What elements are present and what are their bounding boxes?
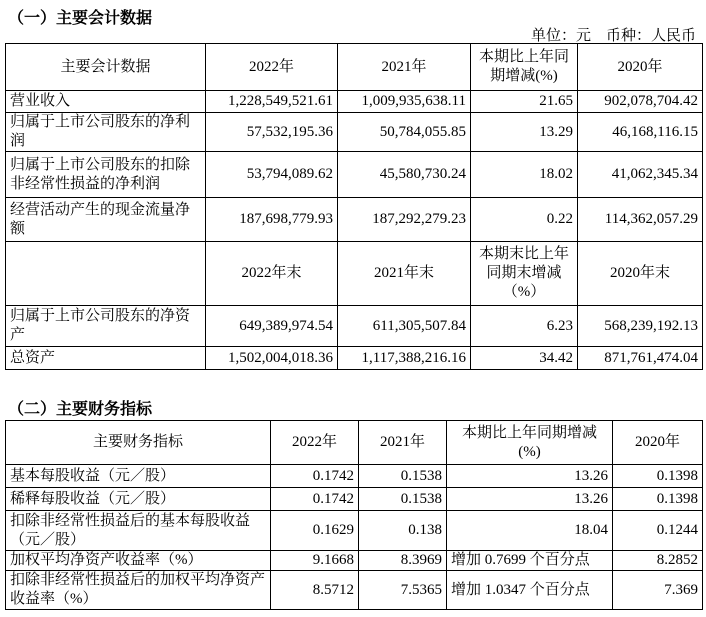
row-label: 归属于上市公司股东的扣除非经常性损益的净利润 [6,152,206,198]
header-cell: 主要财务指标 [6,421,271,465]
table-row [6,571,703,610]
value-cell: 8.2852 [613,551,703,571]
row-label: 加权平均净资产收益率（%） [6,551,271,571]
value-cell: 568,239,192.13 [578,306,703,347]
value-cell: 0.138 [359,511,447,551]
value-cell: 902,078,704.42 [578,91,703,113]
header-cell: 2020年末 [578,242,703,306]
row-label: 归属于上市公司股东的净资产 [6,306,206,347]
value-cell: 21.65 [471,91,578,113]
row-label: 归属于上市公司股东的净利润 [6,113,206,152]
row-label: 稀释每股收益（元／股） [6,488,271,511]
value-cell: 0.1398 [613,488,703,511]
header-cell: 本期比上年同期增减(%) [471,44,578,91]
table-row [6,511,703,551]
value-cell: 187,698,779.93 [206,198,338,242]
value-cell: 增加 1.0347 个百分点 [447,571,613,610]
value-cell: 8.5712 [271,571,359,610]
value-cell: 0.1398 [613,465,703,488]
value-cell: 1,228,549,521.61 [206,91,338,113]
header-cell [6,242,206,306]
value-cell: 649,389,974.54 [206,306,338,347]
row-label: 总资产 [6,347,206,370]
header-cell: 2022年 [206,44,338,91]
unit-label: 单位：元 币种：人民币 [530,28,696,44]
value-cell: 0.1244 [613,511,703,551]
row-label: 经营活动产生的现金流量净额 [6,198,206,242]
value-cell: 8.3969 [359,551,447,571]
value-cell: 0.22 [471,198,578,242]
value-cell: 0.1538 [359,488,447,511]
value-cell: 0.1742 [271,488,359,511]
header-cell: 2021年末 [338,242,471,306]
table-header-row-2 [6,242,703,306]
table-row [6,113,703,152]
row-label: 基本每股收益（元／股） [6,465,271,488]
value-cell: 13.26 [447,488,613,511]
value-cell: 1,009,935,638.11 [338,91,471,113]
value-cell: 6.23 [471,306,578,347]
value-cell: 57,532,195.36 [206,113,338,152]
row-label: 营业收入 [6,91,206,113]
row-label: 扣除非经常性损益后的加权平均净资产收益率（%） [6,571,271,610]
value-cell: 871,761,474.04 [578,347,703,370]
header-cell: 本期末比上年同期末增减（%） [471,242,578,306]
value-cell: 114,362,057.29 [578,198,703,242]
value-cell: 7.369 [613,571,703,610]
table-row [6,347,703,370]
value-cell: 1,117,388,216.16 [338,347,471,370]
table-row [6,488,703,511]
value-cell: 41,062,345.34 [578,152,703,198]
value-cell: 13.29 [471,113,578,152]
value-cell: 增加 0.7699 个百分点 [447,551,613,571]
value-cell: 611,305,507.84 [338,306,471,347]
section1-title: （一）主要会计数据 [8,8,153,27]
value-cell: 1,502,004,018.36 [206,347,338,370]
header-cell: 2022年末 [206,242,338,306]
value-cell: 7.5365 [359,571,447,610]
financial-indicators-table [5,420,703,610]
header-cell: 2021年 [338,44,471,91]
value-cell: 0.1742 [271,465,359,488]
table-row [6,465,703,488]
value-cell: 46,168,116.15 [578,113,703,152]
value-cell: 50,784,055.85 [338,113,471,152]
table-row [6,152,703,198]
value-cell: 18.04 [447,511,613,551]
table-row [6,91,703,113]
value-cell: 187,292,279.23 [338,198,471,242]
header-cell: 2020年 [578,44,703,91]
table-row [6,551,703,571]
value-cell: 18.02 [471,152,578,198]
value-cell: 0.1538 [359,465,447,488]
table-row [6,306,703,347]
row-label: 扣除非经常性损益后的基本每股收益（元／股） [6,511,271,551]
value-cell: 53,794,089.62 [206,152,338,198]
section2-title: （二）主要财务指标 [8,399,153,418]
table-header-row [6,44,703,91]
table-header-row [6,421,703,465]
value-cell: 0.1629 [271,511,359,551]
value-cell: 9.1668 [271,551,359,571]
header-cell: 2022年 [271,421,359,465]
header-cell: 本期比上年同期增减(%) [447,421,613,465]
value-cell: 13.26 [447,465,613,488]
header-cell: 2021年 [359,421,447,465]
header-cell: 2020年 [613,421,703,465]
table-row [6,198,703,242]
header-cell: 主要会计数据 [6,44,206,91]
accounting-data-table [5,43,703,370]
value-cell: 45,580,730.24 [338,152,471,198]
value-cell: 34.42 [471,347,578,370]
